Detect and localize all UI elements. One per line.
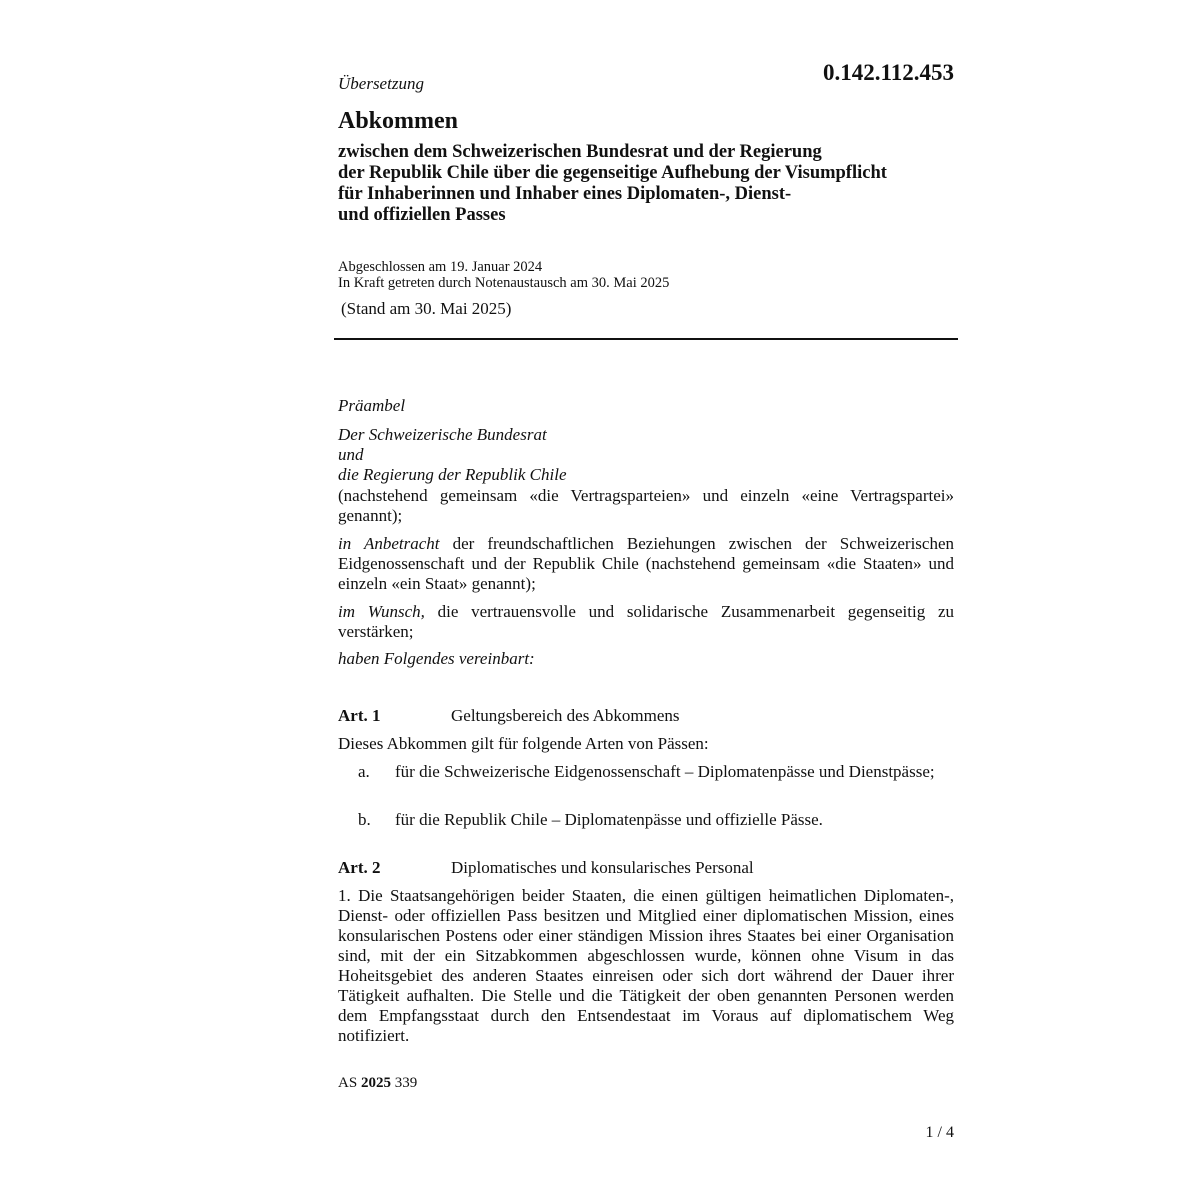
subtitle-line: und offiziellen Passes	[338, 205, 506, 225]
document-subtitle	[338, 142, 958, 226]
list-item	[358, 762, 954, 782]
preamble-and: und	[338, 445, 364, 464]
concluded-date: Abgeschlossen am 19. Januar 2024	[338, 259, 543, 275]
as-page: 339	[394, 1075, 418, 1091]
preamble-recital-2	[338, 602, 954, 642]
in-force-date: In Kraft getreten durch Notenaustausch am 30. Mai 2025	[338, 275, 670, 291]
list-item-text: für die Schweizerische Eidgenossenschaft – Diplomatenpässe und Dienstpässe;	[395, 762, 935, 781]
article-1-intro: Dieses Abkommen gilt für folgende Arten von Pässen:	[338, 734, 709, 753]
translation-label: Übersetzung	[338, 74, 424, 93]
official-collection-reference	[338, 1075, 417, 1092]
list-marker: a.	[358, 762, 370, 781]
document-meta	[338, 259, 669, 291]
preamble-party-1: Der Schweizerische Bundesrat	[338, 425, 547, 444]
document-title: Abkommen	[338, 108, 459, 134]
preamble-parties-note: (nachstehend gemeinsam «die Vertragsparteien» und einzeln «eine Vertragspartei» genannt);	[338, 486, 954, 525]
article-2-number: Art. 2	[338, 858, 381, 877]
subtitle-line: der Republik Chile über die gegenseitige Aufhebung der Visumpflicht	[338, 163, 887, 183]
article-1-number: Art. 1	[338, 706, 381, 725]
recital-1-text: der freundschaftlichen Beziehungen zwischen der Schweizerischen Eidgenossenschaft und der Republik Chile (nachstehend gemeinsam «die Staaten» und einzeln «ein Staat» genannt);	[338, 534, 954, 593]
article-2-paragraph-1: 1. Die Staatsangehörigen beider Staaten, die einen gültigen heimatlichen Diplomaten-, Dienst- oder offiziellen Pass besitzen und Mitglied einer diplomatischen Mission, eines konsularischen Postens oder einer ständigen Mission ihres Staates bei einer Organisation sind, mit der ein Sitzabkommen abgeschlossen wurde, können ohne Visum in das Hoheitsgebiet des anderen Staates einreisen oder sich dort während der Dauer ihrer Tätigkeit aufhalten. Die Stelle und die Tätigkeit der oben genannten Personen werden dem Empfangsstaat durch den Entsendestaat im Voraus auf diplomatischem Weg notifiziert.	[338, 886, 954, 1045]
as-prefix: AS	[338, 1075, 358, 1091]
preamble-agreed: haben Folgendes vereinbart:	[338, 649, 535, 668]
recital-1-lead: in Anbetracht	[338, 534, 440, 553]
recital-2-text: die vertrauensvolle und solidarische Zusammenarbeit gegenseitig zu verstärken;	[338, 602, 954, 641]
as-year: 2025	[360, 1075, 391, 1091]
article-1-heading	[338, 706, 680, 726]
preamble-recital-1	[338, 534, 954, 594]
recital-2-lead: im Wunsch,	[338, 602, 425, 621]
list-item-text: für die Republik Chile – Diplomatenpässe und offizielle Pässe.	[395, 810, 823, 829]
sr-number: 0.142.112.453	[823, 60, 954, 85]
subtitle-line: zwischen dem Schweizerischen Bundesrat und der Regierung	[338, 142, 822, 162]
subtitle-line: für Inhaberinnen und Inhaber eines Diplomaten-, Dienst-	[338, 184, 792, 204]
list-item	[358, 810, 954, 830]
preamble-party-2: die Regierung der Republik Chile	[338, 465, 567, 484]
page-number: 1 / 4	[925, 1124, 954, 1141]
preamble-heading: Präambel	[338, 396, 406, 415]
list-marker: b.	[358, 810, 371, 829]
article-1-title: Geltungsbereich des Abkommens	[451, 706, 680, 725]
header-divider	[334, 338, 958, 340]
status-date: (Stand am 30. Mai 2025)	[341, 299, 512, 318]
article-2-title: Diplomatisches und konsularisches Personal	[451, 858, 754, 877]
article-2-heading	[338, 858, 754, 878]
